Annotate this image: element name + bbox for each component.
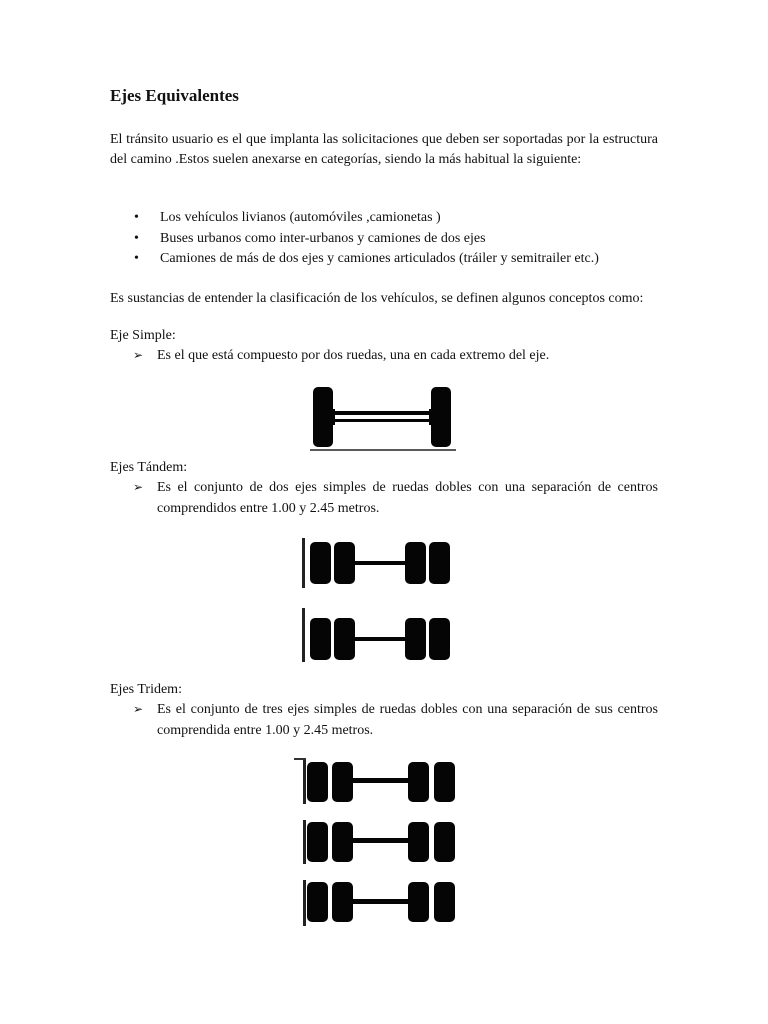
dual-axle	[302, 538, 450, 588]
section-label-ejes-tridem: Ejes Tridem:	[110, 682, 182, 697]
dual-axle	[303, 880, 455, 926]
dual-axle	[302, 608, 450, 662]
single-axle-figure	[306, 383, 458, 453]
list-item: • Buses urbanos como inter-urbanos y camiones de dos ejes	[134, 229, 674, 250]
section-description-eje-simple: ➢ Es el que está compuesto por dos ruedas, una en cada extremo del eje.	[133, 345, 658, 366]
section-label-ejes-tandem: Ejes Tándem:	[110, 460, 188, 475]
list-item: • Camiones de más de dos ejes y camiones articulados (tráiler y semitrailer etc.)	[134, 249, 674, 270]
arrow-bullet-icon: ➢	[133, 702, 144, 716]
dual-axle	[303, 820, 455, 864]
dual-axle	[294, 758, 455, 804]
bullet-icon: •	[134, 251, 139, 266]
section-description-ejes-tandem: ➢ Es el conjunto de dos ejes simples de ruedas dobles con una separación de centros comprendidos entre 1.00 y 2.45 metros.	[133, 477, 658, 519]
concepts-paragraph: Es sustancias de entender la clasificación de los vehículos, se definen algunos conceptos como:	[110, 291, 644, 306]
bullet-icon: •	[134, 210, 139, 225]
arrow-bullet-icon: ➢	[133, 348, 144, 362]
page-title: Ejes Equivalentes	[110, 86, 239, 105]
section-description-ejes-tridem: ➢ Es el conjunto de tres ejes simples de ruedas dobles con una separación de sus centros comprendida entre 1.00 y 2.45 metros.	[133, 699, 658, 741]
arrow-bullet-icon: ➢	[133, 480, 144, 494]
bullet-icon: •	[134, 230, 139, 246]
section-label-eje-simple: Eje Simple:	[110, 328, 176, 343]
tridem-axle-figure	[293, 756, 468, 931]
intro-paragraph: El tránsito usuario es el que implanta las solicitaciones que deben ser soportadas por la estructura del camino .Estos suelen anexarse en categorías, siendo la más habitual la siguiente:	[110, 132, 658, 167]
category-list	[134, 208, 674, 270]
tandem-axle-figure	[300, 532, 465, 666]
list-item: • Los vehículos livianos (automóviles ,camionetas )	[134, 208, 674, 229]
